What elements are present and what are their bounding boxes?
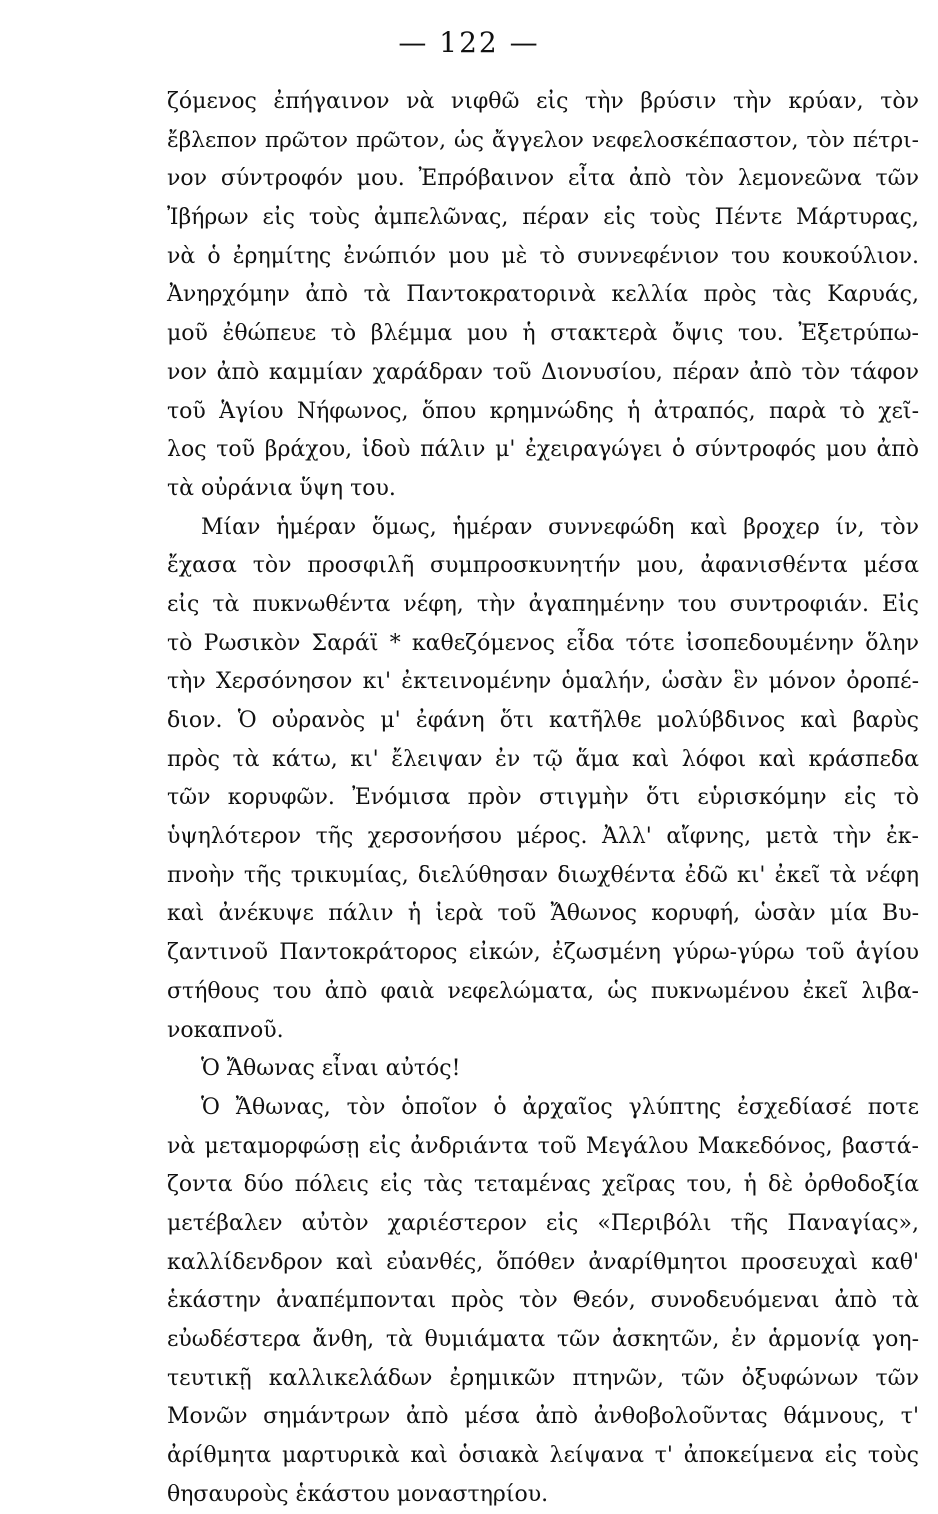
text-line: τὴν Χερσόνησον κι' ἐκτεινομένην ὁμαλήν, ὡσὰν ἓν μόνον ὀροπέ-: [167, 669, 919, 695]
text-line: Μίαν ἡμέραν ὅμως, ἡμέραν συννεφώδη καὶ βροχερ ίν, τὸν: [201, 514, 919, 540]
text-line: μοῦ ἐθώπευε τὸ βλέμμα μου ἡ στακτερὰ ὄψις του. Ἐξετρύπω-: [167, 321, 919, 347]
text-line: εἰς τὰ πυκνωθέντα νέφη, τὴν ἀγαπημένην του συντροφιάν. Εἰς: [167, 591, 919, 617]
text-line: νον σύντροφόν μου. Ἐπρόβαινον εἶτα ἀπὸ τὸν λεμονεῶνα τῶν: [167, 166, 919, 192]
text-line: νὰ ὁ ἐρημίτης ἐνώπιόν μου μὲ τὸ συννεφένιον του κουκούλιον.: [167, 243, 919, 269]
text-line: Ἀνηρχόμην ἀπὸ τὰ Παντοκρατορινὰ κελλία πρὸς τὰς Καρυάς,: [167, 282, 919, 308]
text-line: πρὸς τὰ κάτω, κι' ἔλειψαν ἐν τῷ ἅμα καὶ λόφοι καὶ κράσπεδα: [167, 746, 919, 772]
text-line: Μονῶν σημάντρων ἀπὸ μέσα ἀπὸ ἀνθοβολοῦντας θάμνους, τ': [167, 1404, 919, 1430]
text-line: τοῦ Ἁγίου Νήφωνος, ὅπου κρημνώδης ἡ ἀτραπός, παρὰ τὸ χεῖ-: [167, 398, 919, 424]
text-line: τὸ Ρωσικὸν Σαράϊ * καθεζόμενος εἶδα τότε ἰσοπεδουμένην ὅλην: [167, 630, 919, 656]
text-body: [167, 83, 919, 1514]
text-line: ζόμενος ἐπήγαινον νὰ νιφθῶ εἰς τὴν βρύσιν τὴν κρύαν, τὸν: [167, 89, 919, 114]
text-line: μετέβαλεν αὐτὸν χαριέστερον εἰς «Περιβόλι τῆς Παναγίας»,: [167, 1210, 919, 1236]
text-line: νον ἀπὸ καμμίαν χαράδραν τοῦ Διονυσίου, πέραν ἀπὸ τὸν τάφον: [167, 359, 919, 385]
text-line: καὶ ἀνέκυψε πάλιν ἡ ἱερὰ τοῦ Ἄθωνος κορυφή, ὡσὰν μία Βυ-: [167, 901, 919, 927]
text-line: νοκαπνοῦ.: [167, 1017, 284, 1043]
text-line: λος τοῦ βράχου, ἰδοὺ πάλιν μ' ἐχειραγώγει ὁ σύντροφός μου ἀπὸ: [167, 437, 919, 463]
text-line: νὰ μεταμορφώσῃ εἰς ἀνδριάντα τοῦ Μεγάλου Μακεδόνος, βαστά-: [167, 1133, 919, 1159]
text-line: θησαυροὺς ἑκάστου μοναστηρίου.: [167, 1481, 549, 1507]
text-line: τὰ οὐράνια ὕψη του.: [167, 475, 396, 501]
page-number: — 122 —: [398, 26, 540, 59]
text-line: στήθους του ἀπὸ φαιὰ νεφελώματα, ὡς πυκνωμένου ἐκεῖ λιβα-: [167, 978, 919, 1004]
text-line: ζαντινοῦ Παντοκράτορος εἰκών, ἐζωσμένη γύρω-γύρω τοῦ ἁγίου: [167, 940, 919, 966]
text-line: εὐωδέστερα ἄνθη, τὰ θυμιάματα τῶν ἀσκητῶν, ἐν ἁρμονίᾳ γοη-: [167, 1327, 919, 1352]
text-line: Ἰβήρων εἰς τοὺς ἀμπελῶνας, πέραν εἰς τοὺς Πέντε Μάρτυρας,: [167, 205, 919, 231]
text-line: ἔχασα τὸν προσφιλῆ συμπροσκυνητήν μου, ἀφανισθέντα μέσα: [167, 553, 919, 579]
text-line: ζοντα δύο πόλεις εἰς τὰς τεταμένας χεῖρας του, ἡ δὲ ὀρθοδοξία: [167, 1172, 919, 1198]
text-line: τευτικῇ καλλικελάδων ἐρημικῶν πτηνῶν, τῶν ὀξυφώνων τῶν: [167, 1365, 919, 1391]
text-line: ἔβλεπον πρῶτον πρῶτον, ὡς ἄγγελον νεφελοσκέπαστον, τὸν πέτρι-: [167, 127, 919, 153]
text-line: ὑψηλότερον τῆς χερσονήσου μέρος. Ἀλλ' αἴφνης, μετὰ τὴν ἐκ-: [167, 824, 919, 850]
text-line: τῶν κορυφῶν. Ἐνόμισα πρὸν στιγμὴν ὅτι εὑρισκόμην εἰς τὸ: [167, 785, 919, 811]
text-line: Ὁ Ἄθωνας εἶναι αὐτός!: [201, 1056, 461, 1082]
text-line: πνοὴν τῆς τρικυμίας, διελύθησαν διωχθέντα ἐδῶ κι' ἐκεῖ τὰ νέφη: [167, 862, 919, 888]
text-line: διον. Ὁ οὐρανὸς μ' ἐφάνη ὅτι κατῆλθε μολύβδινος καὶ βαρὺς: [167, 708, 919, 733]
text-line: καλλίδενδρον καὶ εὐανθές, ὅπόθεν ἀναρίθμητοι προσευχαὶ καθ': [167, 1249, 919, 1275]
text-line: ἑκάστην ἀναπέμπονται πρὸς τὸν Θεόν, συνοδευόμεναι ἀπὸ τὰ: [167, 1288, 919, 1314]
text-line: Ὁ Ἄθωνας, τὸν ὁποῖον ὁ ἀρχαῖος γλύπτης ἐσχεδίασέ ποτε: [201, 1094, 919, 1120]
text-line: ἀρίθμητα μαρτυρικὰ καὶ ὁσιακὰ λείψανα τ' ἀποκείμενα εἰς τοὺς: [167, 1443, 919, 1469]
